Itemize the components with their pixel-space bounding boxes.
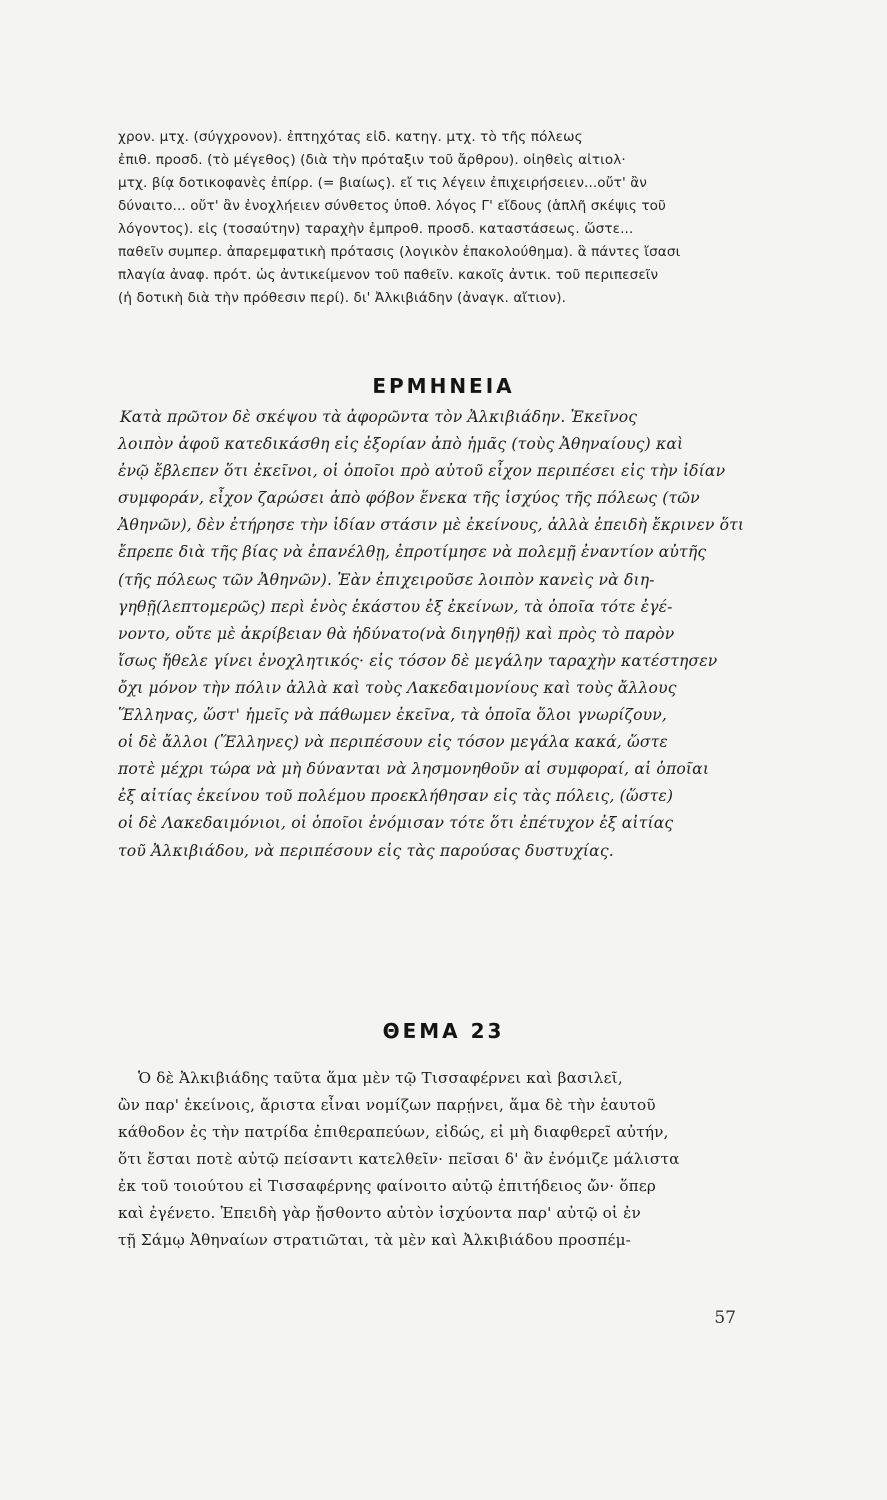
page-number: 57 [714, 1308, 736, 1328]
ancient-text-line: ὅτι ἔσται ποτὲ αὐτῷ πείσαντι κατελθεῖν· πεῖσαι δ' ἂν ἐνόμιζε μάλιστα [118, 1150, 680, 1168]
note-line: δύναιτο... οὔτ' ἂν ἐνοχλήειεν σύνθετος ὑποθ. λόγος Γ' εἴδους (ἁπλῆ σκέψις τοῦ [118, 198, 667, 214]
translation-line: ἐξ αἰτίας ἐκείνου τοῦ πολέμου προεκλήθησαν εἰς τὰς πόλεις, (ὥστε) [118, 787, 674, 806]
translation-line: ἐνῷ ἔβλεπεν ὅτι ἐκεῖνοι, οἱ ὁποῖοι πρὸ αὐτοῦ εἶχον περιπέσει εἰς τὴν ἰδίαν [118, 462, 726, 481]
note-line: χρον. μτχ. (σύγχρονον). ἐπτηχότας εἰδ. κατηγ. μτχ. τὸ τῆς πόλεως [118, 129, 583, 145]
grammatical-notes [118, 126, 743, 310]
translation-line: Ἕλληνας, ὥστ' ἡμεῖς νὰ πάθωμεν ἐκεῖνα, τὰ ὁποῖα ὅλοι γνωρίζουν, [118, 706, 668, 725]
translation-line: ἔπρεπε διὰ τῆς βίας νὰ ἐπανέλθῃ, ἐπροτίμησε νὰ πολεμῇ ἐναντίον αὐτῆς [118, 543, 707, 562]
translation-line: οἱ δὲ ἄλλοι (Ἕλληνες) νὰ περιπέσουν εἰς τόσον μεγάλα κακά, ὥστε [118, 733, 668, 752]
ancient-text-line: Ὁ δὲ Ἀλκιβιάδης ταῦτα ἅμα μὲν τῷ Τισσαφέρνει καὶ βασιλεῖ, [138, 1069, 623, 1087]
translation-line: συμφοράν, εἶχον ζαρώσει ἀπὸ φόβον ἕνεκα τῆς ἰσχύος τῆς πόλεως (τῶν [118, 489, 700, 508]
translation-line: Κατὰ πρῶτον δὲ σκέψου τὰ ἀφορῶντα τὸν Ἀλκιβιάδην. Ἐκεῖνος [120, 408, 638, 426]
translation-line: ποτὲ μέχρι τώρα νὰ μὴ δύνανται νὰ λησμονηθοῦν αἱ συμφοραί, αἱ ὁποῖαι [118, 760, 710, 779]
translation-line: γηθῇ(λεπτομερῶς) περὶ ἑνὸς ἑκάστου ἐξ ἐκείνων, τὰ ὁποῖα τότε ἐγέ- [118, 597, 673, 616]
ancient-text-line: ὢν παρ' ἐκείνοις, ἄριστα εἶναι νομίζων παρῄνει, ἅμα δὲ τὴν ἑαυτοῦ [118, 1096, 656, 1114]
ancient-text-line: ἐκ τοῦ τοιούτου εἰ Τισσαφέρνης φαίνοιτο αὐτῷ ἐπιτήδειος ὤν· ὅπερ [118, 1177, 657, 1195]
translation-line: Ἀθηνῶν), δὲν ἐτήρησε τὴν ἰδίαν στάσιν μὲ ἐκείνους, ἀλλὰ ἐπειδὴ ἔκρινεν ὅτι [118, 516, 745, 535]
translation-line: (τῆς πόλεως τῶν Ἀθηνῶν). Ἐὰν ἐπιχειροῦσε λοιπὸν κανεὶς νὰ διη- [118, 570, 655, 589]
note-line: μτχ. βίᾳ δοτικοφανὲς ἐπίρρ. (= βιαίως). εἴ τις λέγειν ἐπιχειρήσειεν...οὔτ' ἂν [118, 175, 647, 191]
translation-paragraph [118, 404, 748, 865]
translation-line: οἱ δὲ Λακεδαιμόνιοι, οἱ ὁποῖοι ἐνόμισαν τότε ὅτι ἐπέτυχον ἐξ αἰτίας [118, 814, 674, 833]
section-heading-interpretation: ΕΡΜΗΝΕΙΑ [372, 374, 515, 398]
translation-line: λοιπὸν ἀφοῦ κατεδικάσθη εἰς ἐξορίαν ἀπὸ ἡμᾶς (τοὺς Ἀθηναίους) καὶ [118, 435, 684, 454]
note-line: ἐπιθ. προσδ. (τὸ μέγεθος) (διὰ τὴν πρόταξιν τοῦ ἄρθρου). οἰηθεὶς αἰτιολ· [118, 152, 626, 168]
ancient-text-paragraph [118, 1065, 748, 1254]
note-line: λόγοντος). εἰς (τοσαύτην) ταραχὴν ἐμπροθ. προσδ. καταστάσεως. ὥστε... [118, 221, 634, 237]
translation-line: νοντο, οὔτε μὲ ἀκρίβειαν θὰ ἠδύνατο(νὰ διηγηθῇ) καὶ πρὸς τὸ παρὸν [118, 624, 675, 643]
translation-line: ἴσως ἤθελε γίνει ἐνοχλητικός· εἰς τόσον δὲ μεγάλην ταραχὴν κατέστησεν [118, 651, 718, 670]
note-line: πλαγία ἀναφ. πρότ. ὡς ἀντικείμενον τοῦ παθεῖν. κακοῖς ἀντικ. τοῦ περιπεσεῖν [118, 267, 659, 283]
section-heading-theme: ΘΕΜΑ 23 [382, 1019, 505, 1043]
translation-line: τοῦ Ἀλκιβιάδου, νὰ περιπέσουν εἰς τὰς παρούσας δυστυχίας. [118, 841, 614, 860]
translation-line: ὄχι μόνον τὴν πόλιν ἀλλὰ καὶ τοὺς Λακεδαιμονίους καὶ τοὺς ἄλλους [118, 678, 677, 697]
ancient-text-line: τῇ Σάμῳ Ἀθηναίων στρατιῶται, τὰ μὲν καὶ Ἀλκιβιάδου προσπέμ- [118, 1231, 632, 1249]
ancient-text-line: κάθοδον ἐς τὴν πατρίδα ἐπιθεραπεύων, εἰδώς, εἰ μὴ διαφθερεῖ αὐτήν, [118, 1123, 669, 1141]
note-line: παθεῖν συμπερ. ἀπαρεμφατικὴ πρότασις (λογικὸν ἐπακολούθημα). ἃ πάντες ἴσασι [118, 244, 681, 260]
note-line: (ἡ δοτικὴ διὰ τὴν πρόθεσιν περί). δι' Ἀλκιβιάδην (ἀναγκ. αἴτιον). [118, 290, 567, 306]
ancient-text-line: καὶ ἐγένετο. Ἐπειδὴ γὰρ ᾔσθοντο αὐτὸν ἰσχύοντα παρ' αὐτῷ οἱ ἐν [118, 1204, 641, 1222]
